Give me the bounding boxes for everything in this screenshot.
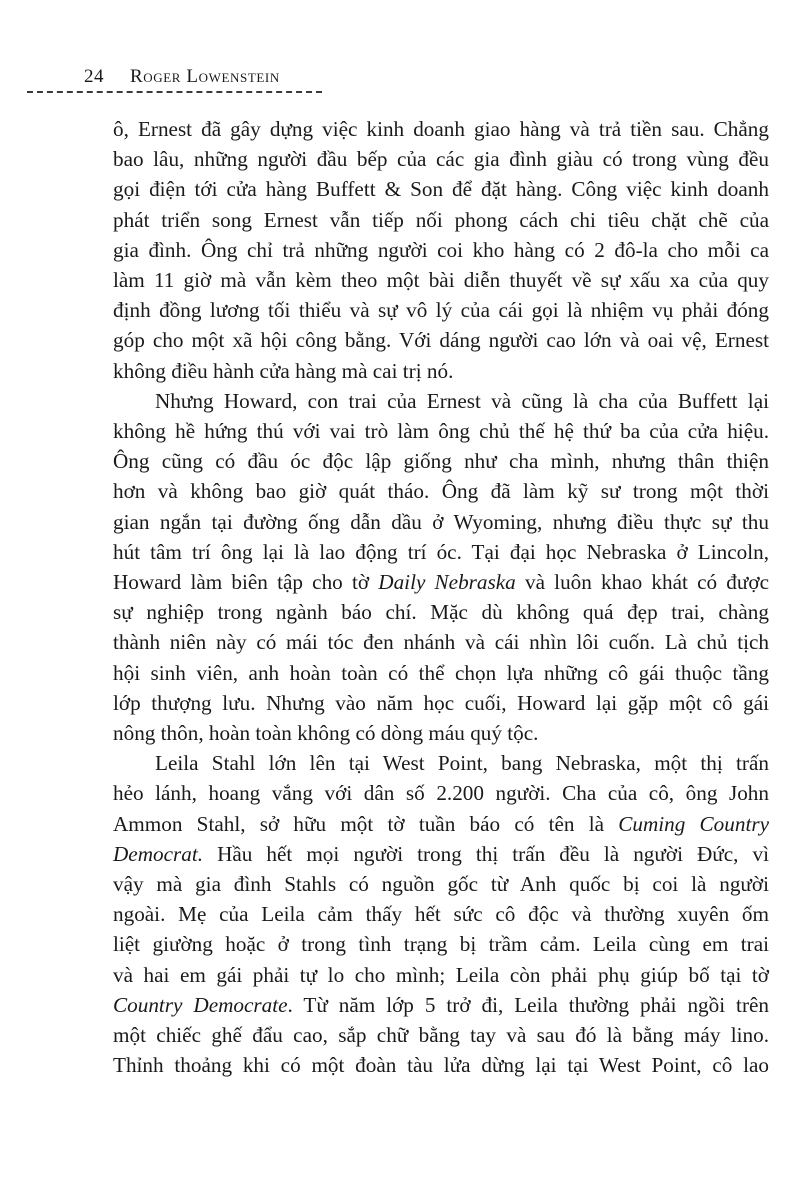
text-line <box>113 386 769 416</box>
text-segment: hơn và không bao giờ quát tháo. Ông đã làm kỹ sư trong một thời <box>113 479 769 504</box>
text-segment: thành niên này có mái tóc đen nhánh và cái nhìn lôi cuốn. Là chủ tịch <box>113 630 769 655</box>
text-segment: phát triển song Ernest vẫn tiếp nối phong cách chi tiêu chặt chẽ của <box>113 207 769 232</box>
text-line <box>113 205 769 235</box>
text-line <box>113 446 769 476</box>
text-line <box>113 658 769 688</box>
text-line <box>113 718 769 748</box>
text-segment: định đồng lương tối thiểu và sự vô lý của cái gọi là nhiệm vụ phải đóng <box>113 298 769 323</box>
text-line <box>113 869 769 899</box>
page-number: 24 <box>84 66 104 87</box>
text-segment: hút tâm trí ông lại là lao động trí óc. Tại đại học Nebraska ở Lincoln, <box>113 539 769 564</box>
text-segment: Leila Stahl lớn lên tại West Point, bang Nebraska, một thị trấn <box>155 751 769 776</box>
text-line <box>113 597 769 627</box>
text-segment: hội sinh viên, anh hoàn toàn có thể chọn lựa những cô gái thuộc tầng <box>113 660 769 685</box>
text-segment: Nhưng Howard, con trai của Ernest và cũng là cha của Buffett lại <box>155 388 769 413</box>
text-line <box>113 809 769 839</box>
text-line <box>113 174 769 204</box>
text-line <box>113 567 769 597</box>
italic-title: Daily Nebraska <box>378 570 516 595</box>
text-segment: gọi điện tới cửa hàng Buffett & Son để đặt hàng. Công việc kinh doanh <box>113 177 769 202</box>
text-line <box>113 899 769 929</box>
text-line <box>113 1050 769 1080</box>
text-line <box>113 537 769 567</box>
running-head <box>27 60 322 92</box>
text-line <box>113 356 769 386</box>
text-segment: một chiếc ghế đẩu cao, sắp chữ bằng tay và sau đó là bằng máy lino. <box>113 1023 769 1048</box>
text-line <box>113 507 769 537</box>
text-segment: Howard làm biên tập cho tờ <box>113 570 379 595</box>
paragraph <box>113 386 769 748</box>
text-segment: làm 11 giờ mà vẫn kèm theo một bài diễn thuyết về sự xấu xa của quy <box>113 268 769 293</box>
header-dashed-rule <box>27 91 322 93</box>
text-line <box>113 235 769 265</box>
text-segment: và luôn khao khát có được <box>515 570 769 595</box>
italic-title: Democrat. <box>113 841 204 866</box>
text-line <box>113 627 769 657</box>
text-line <box>113 144 769 174</box>
text-line <box>113 929 769 959</box>
text-line <box>113 295 769 325</box>
text-segment: và hai em gái phải tự lo cho mình; Leila còn phải phụ giúp bố tại tờ <box>113 962 769 987</box>
text-segment: vậy mà gia đình Stahls có nguồn gốc từ Anh quốc bị coi là người <box>113 872 769 897</box>
text-line <box>113 265 769 295</box>
text-segment: nông thôn, hoàn toàn không có dòng máu quý tộc. <box>113 721 539 746</box>
text-segment: bao lâu, những người đầu bếp của các gia đình giàu có trong vùng đều <box>113 147 769 172</box>
text-line <box>113 990 769 1020</box>
text-segment: không điều hành cửa hàng mà cai trị nó. <box>113 358 454 383</box>
paragraph <box>113 114 769 386</box>
text-segment: Ông cũng có đầu óc độc lập giống như cha mình, nhưng thân thiện <box>113 449 769 474</box>
text-line <box>113 416 769 446</box>
text-segment: Hầu hết mọi người trong thị trấn đều là người Đức, vì <box>203 841 769 866</box>
text-line <box>113 476 769 506</box>
body-text <box>113 114 769 1081</box>
text-segment: . Từ năm lớp 5 trở đi, Leila thường phải ngồi trên <box>287 992 770 1017</box>
text-segment: không hề hứng thú với vai trò làm ông chủ thế hệ thứ ba của cửa hiệu. <box>113 419 769 444</box>
text-line <box>113 748 769 778</box>
text-segment: ô, Ernest đã gây dựng việc kinh doanh giao hàng và trả tiền sau. Chẳng <box>113 117 769 141</box>
text-line <box>113 1020 769 1050</box>
text-line <box>113 688 769 718</box>
text-line <box>113 325 769 355</box>
text-segment: sự nghiệp trong ngành báo chí. Mặc dù không quá đẹp trai, chàng <box>113 600 769 625</box>
text-line <box>113 839 769 869</box>
text-segment: Ammon Stahl, sở hữu một tờ tuần báo có tên là <box>113 811 619 836</box>
text-line <box>113 114 769 144</box>
text-segment: hẻo lánh, hoang vắng với dân số 2.200 người. Cha của cô, ông John <box>113 781 769 806</box>
text-segment: ngoài. Mẹ của Leila cảm thấy hết sức cô độc và thường xuyên ốm <box>113 902 769 927</box>
text-line <box>113 778 769 808</box>
running-head-author: Roger Lowenstein <box>130 66 280 87</box>
text-line <box>113 960 769 990</box>
text-segment: lớp thượng lưu. Nhưng vào năm học cuối, Howard lại gặp một cô gái <box>113 690 769 715</box>
italic-title: Country Democrate <box>113 992 288 1017</box>
text-segment: liệt giường hoặc ở trong tình trạng bị trầm cảm. Leila cùng em trai <box>113 932 769 957</box>
paragraph <box>113 748 769 1080</box>
text-segment: góp cho một xã hội công bằng. Với dáng người cao lớn và oai vệ, Ernest <box>113 328 769 353</box>
text-segment: gia đình. Ông chỉ trả những người coi kho hàng có 2 đô-la cho mỗi ca <box>113 237 769 262</box>
text-segment: gian ngắn tại đường ống dẫn dầu ở Wyoming, nhưng điều thực sự thu <box>113 509 769 534</box>
italic-title: Cuming Country <box>618 811 769 836</box>
text-segment: Thỉnh thoảng khi có một đoàn tàu lửa dừng lại tại West Point, cô lao <box>113 1053 769 1078</box>
